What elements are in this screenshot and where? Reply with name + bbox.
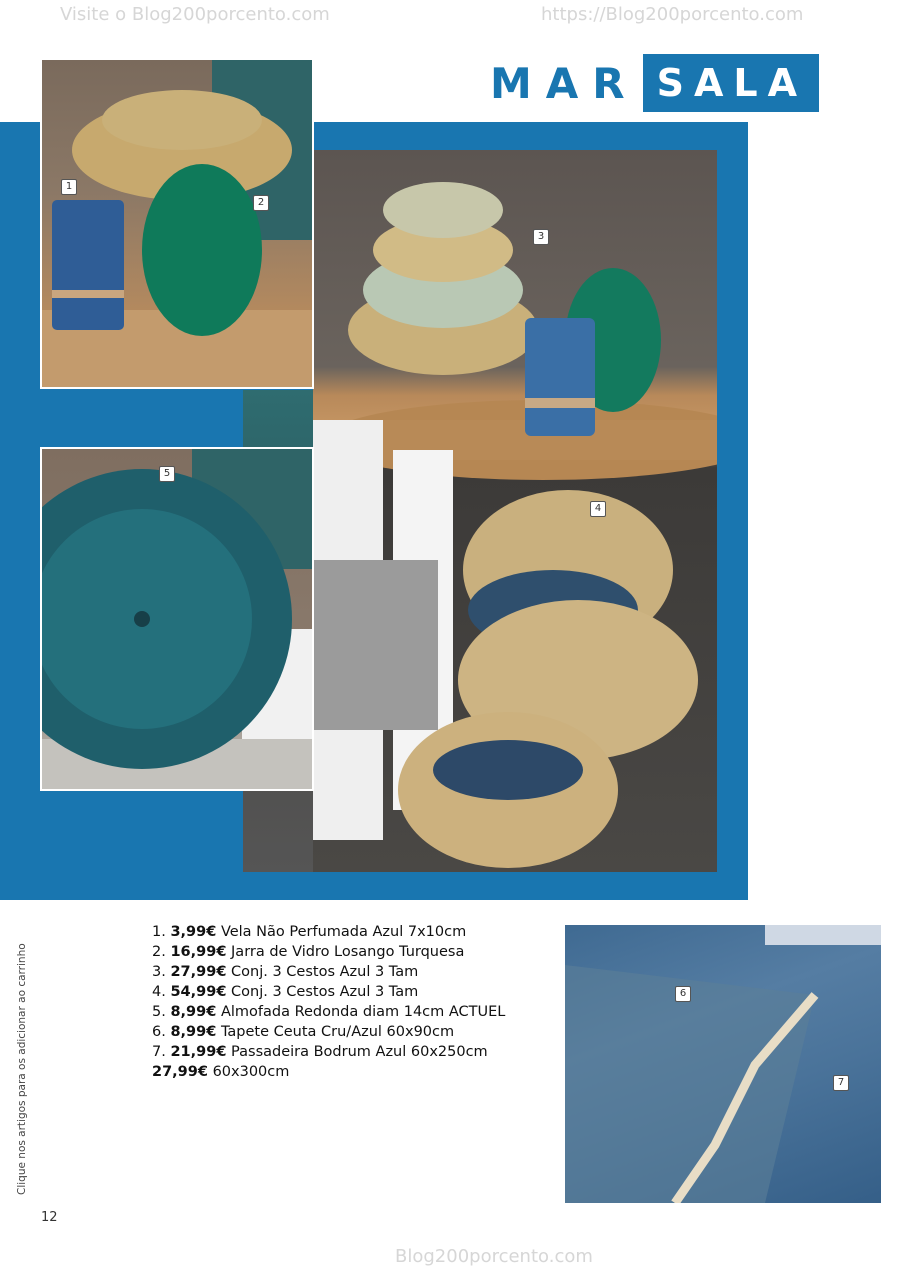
title-sala: SALA: [643, 54, 819, 112]
product-name: Almofada Redonda diam 14cm ACTUEL: [220, 1004, 506, 1020]
rug-photo[interactable]: [565, 925, 881, 1203]
product-name: Conj. 3 Cestos Azul 3 Tam: [231, 964, 419, 980]
badge-4[interactable]: 4: [590, 501, 606, 517]
product-price: 3,99€: [170, 924, 217, 940]
product-name: Vela Não Perfumada Azul 7x10cm: [220, 924, 467, 940]
cushion-illustration: [42, 449, 312, 789]
title-mar: MAR: [490, 58, 639, 108]
product-row[interactable]: [152, 1022, 572, 1042]
product-row[interactable]: [152, 942, 572, 962]
product-row[interactable]: [152, 922, 572, 942]
candle-vase-illustration: [42, 60, 312, 387]
product-list: [152, 922, 572, 1082]
product-number: 3.: [152, 964, 166, 980]
watermark-bottom: Blog200porcento.com: [395, 1246, 593, 1267]
product-number: 1.: [152, 924, 166, 940]
product-price: 54,99€: [170, 984, 227, 1000]
product-name: Conj. 3 Cestos Azul 3 Tam: [231, 984, 419, 1000]
product-name: 60x300cm: [212, 1064, 290, 1080]
product-number: 6.: [152, 1024, 166, 1040]
badge-7[interactable]: 7: [833, 1075, 849, 1091]
product-number: 7.: [152, 1044, 166, 1060]
rug-illustration: [565, 925, 881, 1203]
watermark-top-left: Visite o Blog200porcento.com: [60, 4, 330, 25]
product-row[interactable]: [152, 962, 572, 982]
main-photo-illustration: [313, 150, 717, 872]
product-name: Passadeira Bodrum Azul 60x250cm: [231, 1044, 488, 1060]
badge-1[interactable]: 1: [61, 179, 77, 195]
badge-2[interactable]: 2: [253, 195, 269, 211]
badge-6[interactable]: 6: [675, 986, 691, 1002]
main-photo[interactable]: [313, 150, 717, 872]
side-note: Clique nos artigos para os adicionar ao carrinho: [16, 943, 28, 1195]
page-number: 12: [41, 1210, 58, 1225]
product-row[interactable]: [152, 1002, 572, 1022]
badge-3[interactable]: 3: [533, 229, 549, 245]
section-title: [490, 54, 819, 112]
product-price: 21,99€: [170, 1044, 227, 1060]
product-price: 8,99€: [170, 1004, 217, 1020]
badge-5[interactable]: 5: [159, 466, 175, 482]
product-price: 27,99€: [170, 964, 227, 980]
watermark-top-right: https://Blog200porcento.com: [541, 4, 804, 25]
product-price: 8,99€: [170, 1024, 217, 1040]
candle-vase-photo[interactable]: [40, 58, 314, 389]
product-price: 27,99€: [152, 1064, 208, 1080]
product-number: 5.: [152, 1004, 166, 1020]
product-name: Tapete Ceuta Cru/Azul 60x90cm: [220, 1024, 455, 1040]
product-row[interactable]: [152, 982, 572, 1002]
cushion-photo[interactable]: [40, 447, 314, 791]
product-row[interactable]: [152, 1062, 572, 1082]
product-name: Jarra de Vidro Losango Turquesa: [231, 944, 465, 960]
product-row[interactable]: [152, 1042, 572, 1062]
product-number: 4.: [152, 984, 166, 1000]
product-number: 2.: [152, 944, 166, 960]
product-price: 16,99€: [170, 944, 227, 960]
